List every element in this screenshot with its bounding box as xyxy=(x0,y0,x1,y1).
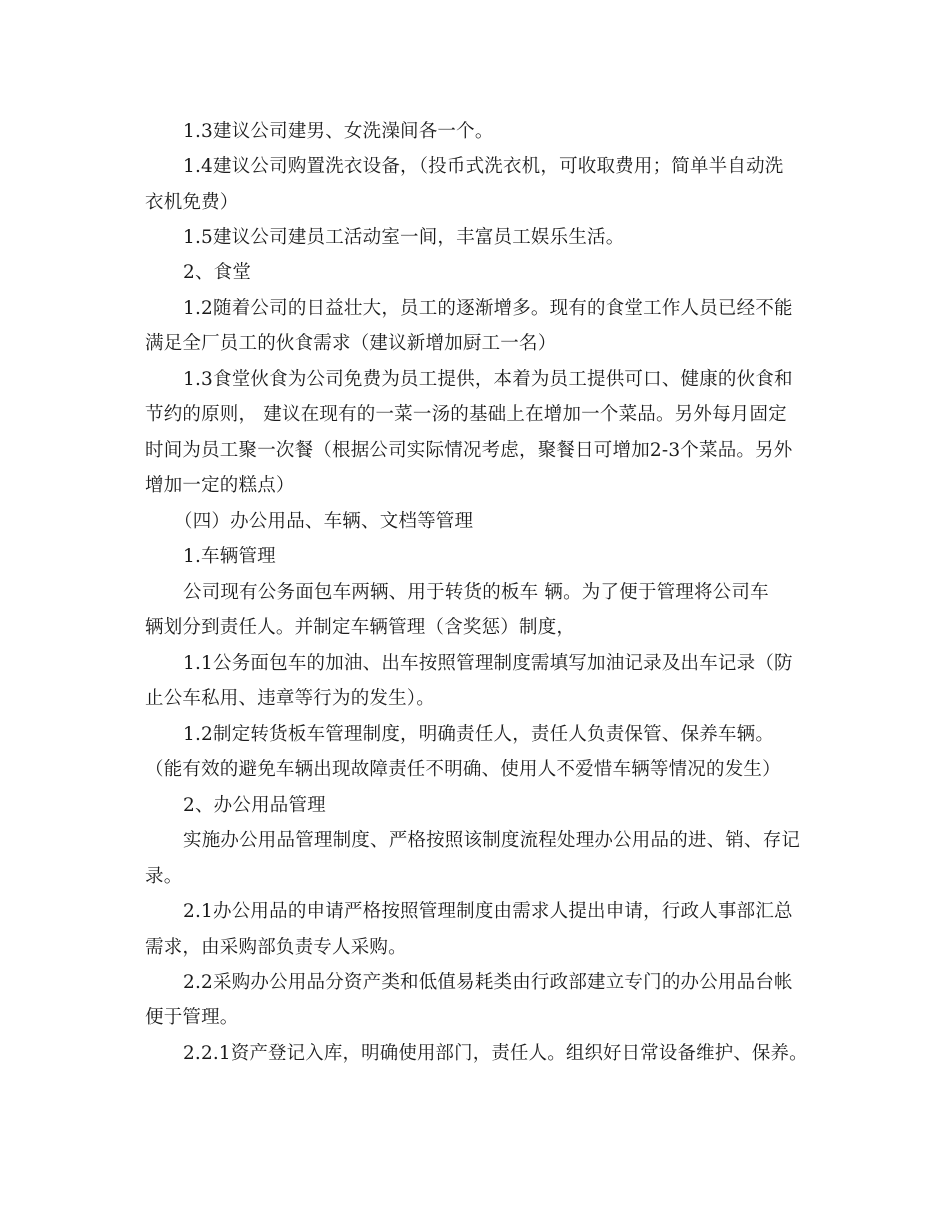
text-line: 便于管理。 xyxy=(145,1007,239,1028)
text-line: 实施办公用品管理制度、严格按照该制度流程处理办公用品的进、销、存记 xyxy=(183,830,801,851)
text-line: 1.3建议公司建男、女洗澡间各一个。 xyxy=(183,121,494,142)
text-line: 需求，由采购部负责专人采购。 xyxy=(145,937,407,958)
text-line: 节约的原则， 建议在现有的一菜一汤的基础上在增加一个菜品。另外每月固定 xyxy=(145,404,787,425)
text-line: 2.1办公用品的申请严格按照管理制度由需求人提出申请，行政人事部汇总 xyxy=(183,901,793,922)
text-line: 录。 xyxy=(145,866,183,887)
text-line: 1.1公务面包车的加油、出车按照管理制度需填写加油记录及出车记录（防 xyxy=(183,653,793,674)
text-line: 时间为员工聚一次餐（根据公司实际情况考虑，聚餐日可增加2-3个菜品。另外 xyxy=(145,440,793,461)
text-line: 2.2采购办公用品分资产类和低值易耗类由行政部建立专门的办公用品台帐 xyxy=(183,972,793,993)
text-line: 满足全厂员工的伙食需求（建议新增加厨工一名） xyxy=(145,333,557,354)
text-line: （能有效的避免车辆出现故障责任不明确、使用人不爱惜车辆等情况的发生） xyxy=(145,759,781,780)
section-heading: 2、办公用品管理 xyxy=(183,795,326,816)
text-line: 2.2.1资产登记入库，明确使用部门，责任人。组织好日常设备维护、保养。 xyxy=(183,1043,808,1064)
text-line: 1.5建议公司建员工活动室一间，丰富员工娱乐生活。 xyxy=(183,227,625,248)
section-heading: 2、食堂 xyxy=(183,262,252,283)
text-line: 辆划分到责任人。并制定车辆管理（含奖惩）制度， xyxy=(145,617,576,638)
text-line: 1.4建议公司购置洗衣设备，（投币式洗衣机，可收取费用；简单半自动洗 xyxy=(183,156,784,177)
text-line: 1.2制定转货板车管理制度，明确责任人，责任人负责保管、保养车辆。 xyxy=(183,724,775,745)
text-line: 衣机免费） xyxy=(145,192,239,213)
section-heading: （四）办公用品、车辆、文档等管理 xyxy=(174,511,474,532)
text-line: 止公车私用、违章等行为的发生）。 xyxy=(145,688,435,709)
text-line: 公司现有公务面包车两辆、用于转货的板车 辆。为了便于管理将公司车 xyxy=(183,582,769,603)
text-line: 1.3食堂伙食为公司免费为员工提供，本着为员工提供可口、健康的伙食和 xyxy=(183,369,793,390)
section-heading: 1.车辆管理 xyxy=(183,546,276,567)
text-line: 1.2随着公司的日益壮大，员工的逐渐增多。现有的食堂工作人员已经不能 xyxy=(183,298,793,319)
text-line: 增加一定的糕点） xyxy=(145,475,295,496)
